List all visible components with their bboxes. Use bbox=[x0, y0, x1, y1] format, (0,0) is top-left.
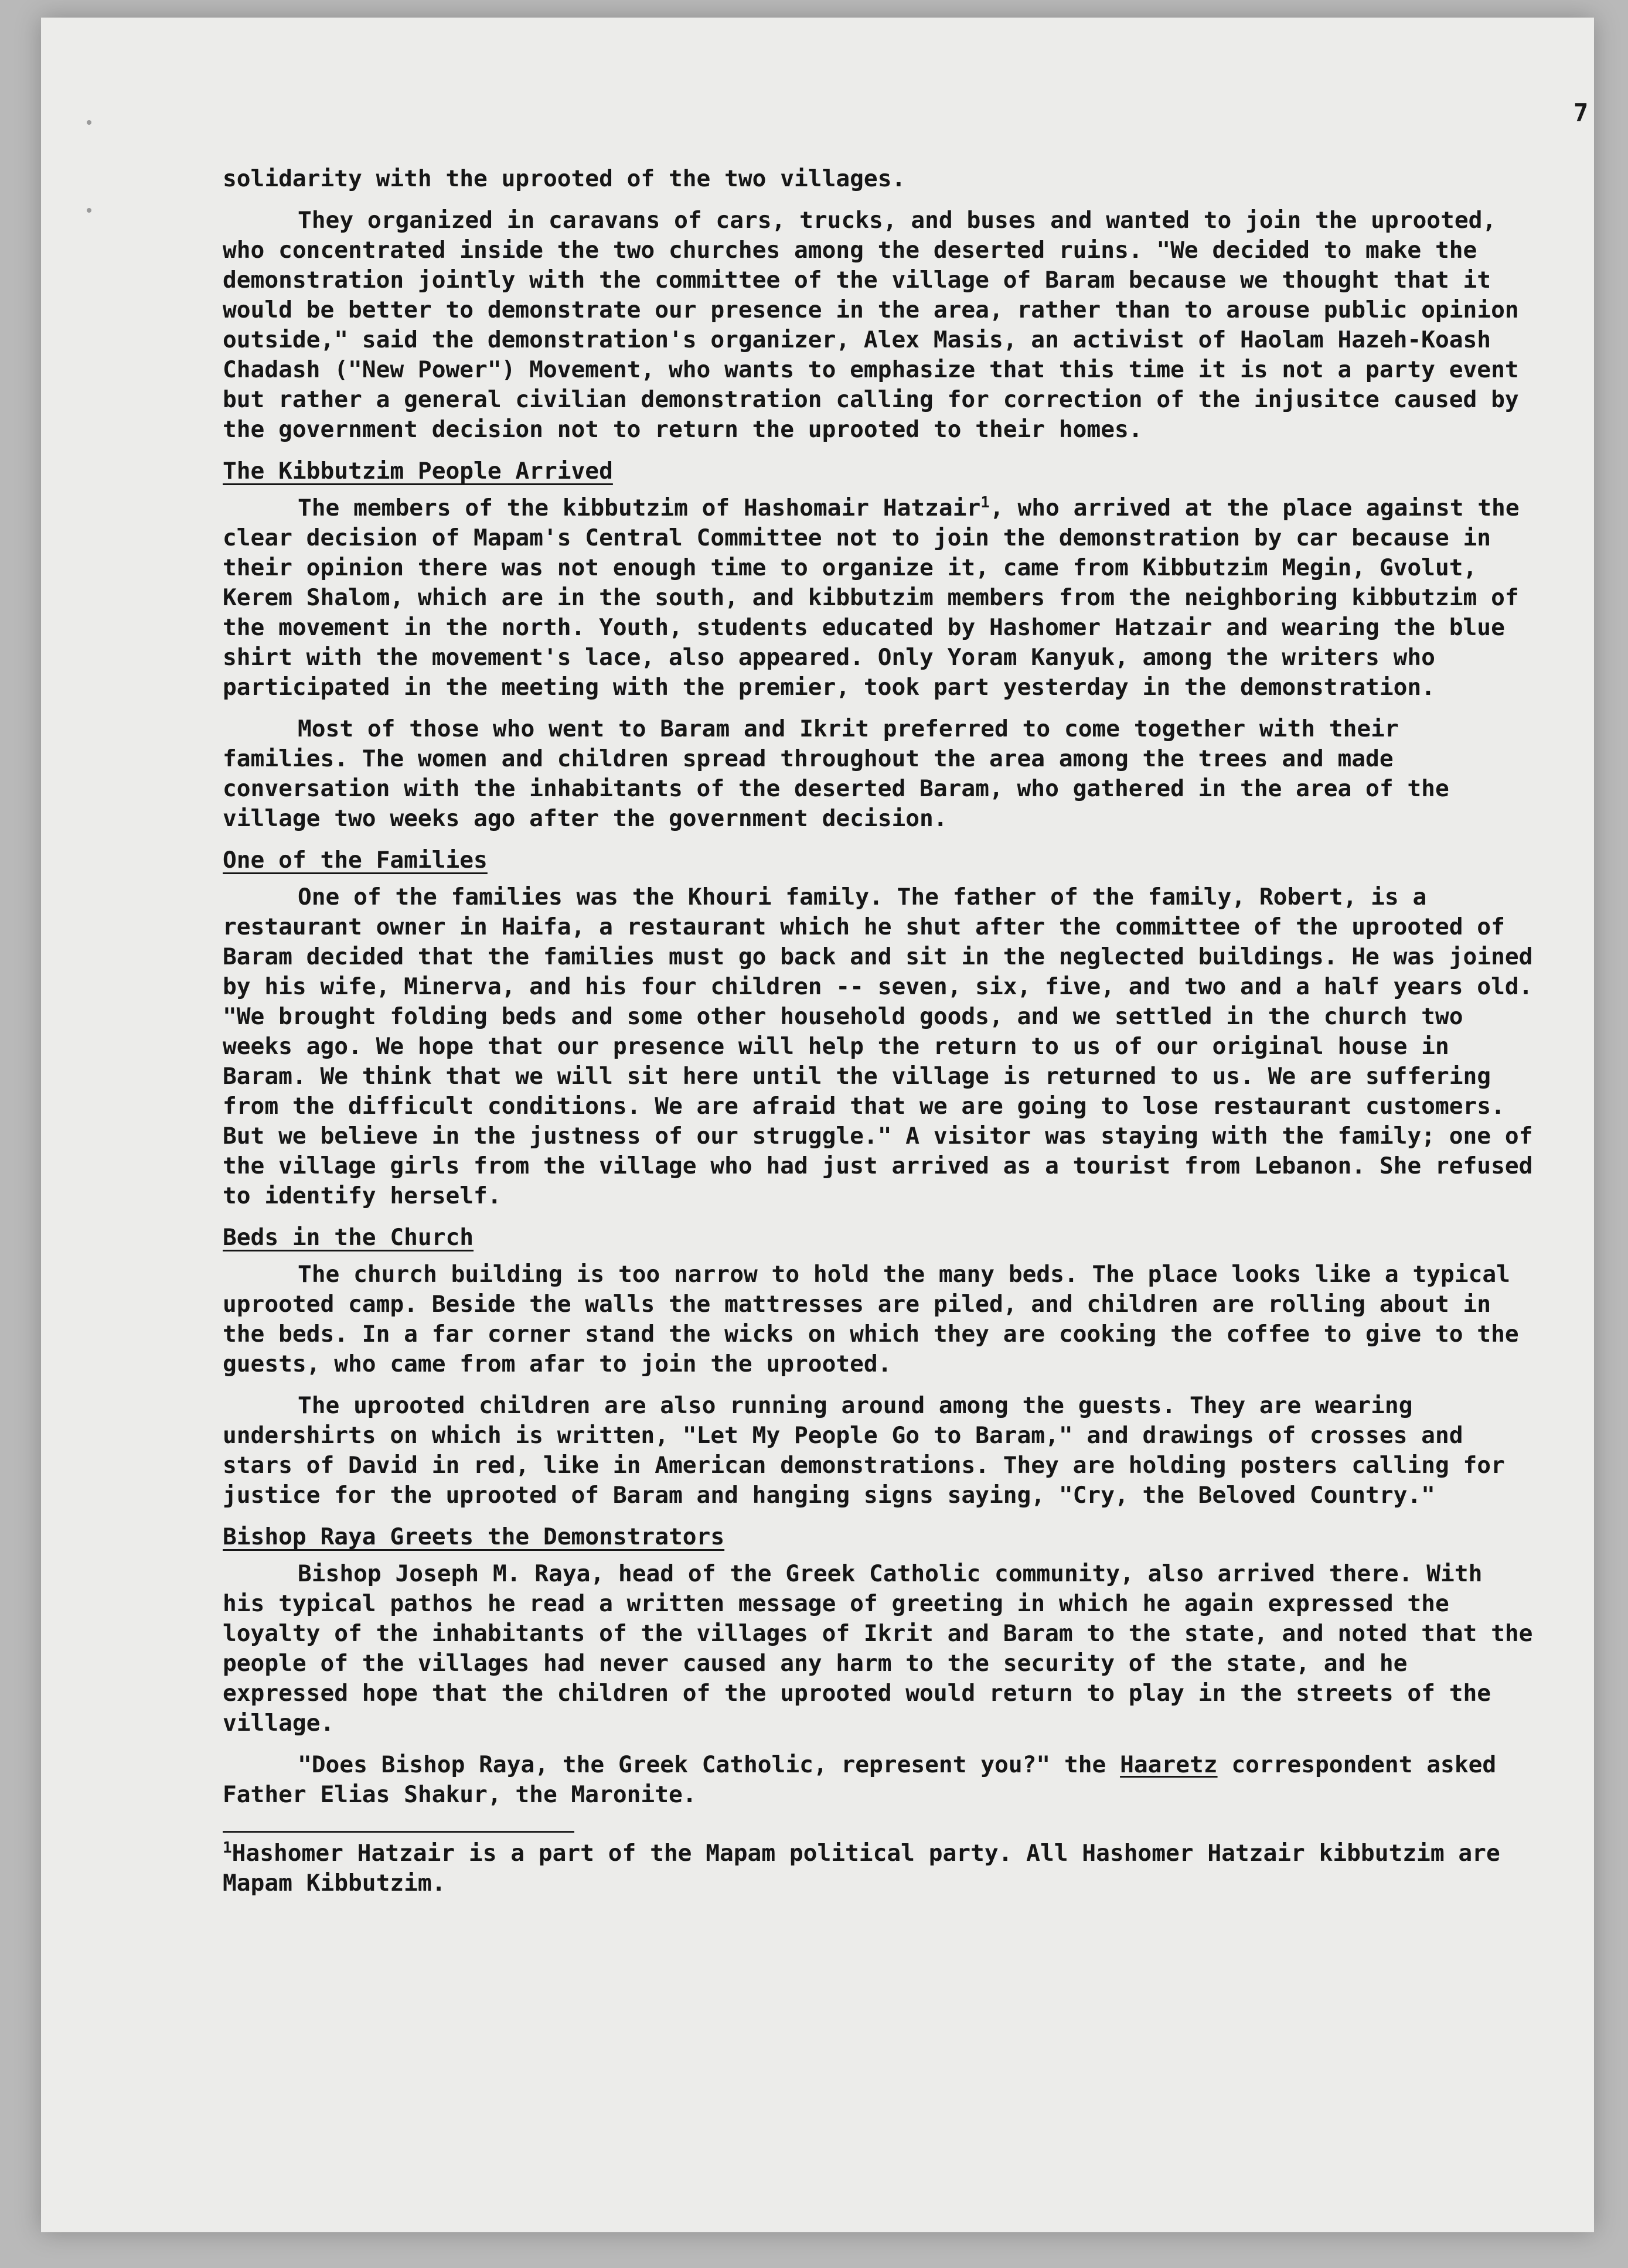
paragraph: Bishop Joseph M. Raya, head of the Greek Catholic community, also arrived there. With his typical pathos he read a written message of greeting in which he again expressed the loyalty of the inhabitants of the villages of Ikrit and Baram to the state, and noted that the people of the villages had never caused any harm to the security of the state, and he expressed hope that the children of the uprooted would return to play in the streets of the village. bbox=[223, 1560, 1533, 1737]
section-heading: Bishop Raya Greets the Demonstrators bbox=[223, 1523, 725, 1550]
section-heading: Beds in the Church bbox=[223, 1224, 474, 1251]
paragraph: They organized in caravans of cars, trucks, and buses and wanted to join the uprooted, who concentrated inside the two churches among the deserted ruins. "We decided to make the demonstration jointly with the committee of the village of Baram because we thought that it would be better to demonstrate our presence in the area, rather than to arouse public opinion outside," said the demonstration's organizer, Alex Masis, an activist of Haolam Hazeh-Koash Chadash ("New Power") Movement, who wants to emphasize that this time it is not a party event but rather a general civilian demonstration calling for correction of the injusitce caused by the government decision not to return the uprooted to their homes. bbox=[223, 207, 1519, 443]
footnote-ref: 1 bbox=[980, 494, 990, 511]
page-number: 7 bbox=[1573, 98, 1589, 127]
paragraph bbox=[223, 493, 1535, 702]
paragraph-text: "Does Bishop Raya, the Greek Catholic, represent you?" the bbox=[298, 1751, 1120, 1778]
paragraph: One of the families was the Khouri family. The father of the family, Robert, is a restaurant owner in Haifa, a restaurant which he shut after the committee of the uprooted of Baram decided that the families must go back and sit in the neglected buildings. He was joined by his wife, Minerva, and his four children -- seven, six, five, and two and a half years old. "We brought folding beds and some other household goods, and we settled in the church two weeks ago. We hope that our presence will help the return to us of our original house in Baram. We think that we will sit here until the village is returned to us. We are suffering from the difficult conditions. We are afraid that we are going to lose restaurant customers. But we believe in the justness of our struggle." A visitor was staying with the family; one of the village girls from the village who had just arrived as a tourist from Lebanon. She refused to identify herself. bbox=[223, 884, 1533, 1209]
footnote bbox=[223, 1839, 1535, 1898]
footnote-text: Hashomer Hatzair is a part of the Mapam political party. All Hashomer Hatzair kibbutzim are Mapam Kibbutzim. bbox=[223, 1840, 1500, 1897]
document-page bbox=[41, 18, 1594, 2232]
paragraph-text: The members of the kibbutzim of Hashomair Hatzair bbox=[298, 494, 981, 521]
document-body bbox=[223, 164, 1535, 1898]
section-heading: The Kibbutzim People Arrived bbox=[223, 458, 613, 485]
paragraph bbox=[223, 1750, 1535, 1810]
footnote-mark: 1 bbox=[223, 1839, 232, 1857]
newspaper-name: Haaretz bbox=[1120, 1751, 1218, 1778]
paragraph-text: , who arrived at the place against the clear decision of Mapam's Central Committee not to join the demonstration by car because in their opinion there was not enough time to organize it, came from Kibbutzim Megin, Gvolut, Kerem Shalom, which are in the south, and kibbutzim members from the neighboring kibbutzim of the movement in the north. Youth, students educated by Hashomer Hatzair and wearing the blue shirt with the movement's lace, also appeared. Only Yoram Kanyuk, among the writers who participated in the meeting with the premier, took part yesterday in the demonstration. bbox=[223, 494, 1520, 701]
paragraph: The church building is too narrow to hold the many beds. The place looks like a typical uprooted camp. Beside the walls the mattresses are piled, and children are rolling about in the beds. In a far corner stand the wicks on which they are cooking the coffee to give to the guests, who came from afar to join the uprooted. bbox=[223, 1261, 1519, 1377]
paragraph: solidarity with the uprooted of the two villages. bbox=[223, 165, 906, 192]
paragraph-text: correspondent asked Father Elias Shakur, the Maronite. bbox=[223, 1751, 1497, 1808]
footnote-divider bbox=[223, 1831, 574, 1833]
section-heading: One of the Families bbox=[223, 847, 488, 874]
margin-mark bbox=[87, 120, 91, 125]
paragraph: The uprooted children are also running around among the guests. They are wearing undershirts on which is written, "Let My People Go to Baram," and drawings of crosses and stars of David in red, like in American demonstrations. They are holding posters calling for justice for the uprooted of Baram and hanging signs saying, "Cry, the Beloved Country." bbox=[223, 1392, 1505, 1509]
margin-mark bbox=[87, 208, 91, 213]
paragraph: Most of those who went to Baram and Ikrit preferred to come together with their families. The women and children spread throughout the area among the trees and made conversation with the inhabitants of the deserted Baram, who gathered in the area of the village two weeks ago after the government decision. bbox=[223, 715, 1449, 832]
